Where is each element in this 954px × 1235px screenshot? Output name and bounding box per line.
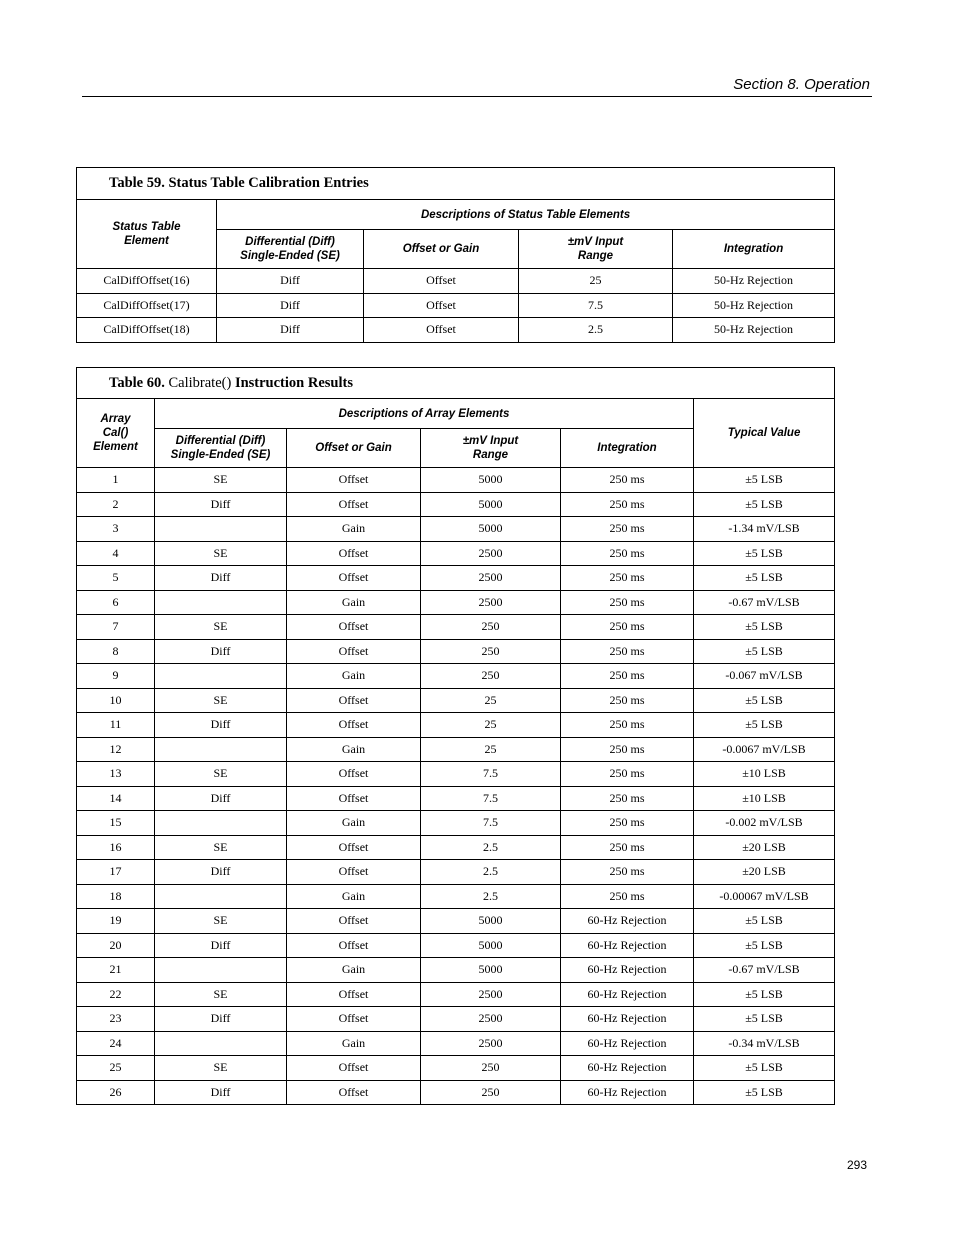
table-cell: 10 [77,688,155,713]
table-cell: 7.5 [421,762,561,787]
table-cell: 25 [421,713,561,738]
table-cell: 8 [77,639,155,664]
table-cell: 7.5 [519,293,673,318]
table-cell: 2.5 [421,860,561,885]
table-cell: 250 ms [561,762,694,787]
table-cell: 2.5 [421,835,561,860]
table-cell: 250 ms [561,590,694,615]
table-row [77,566,835,591]
table-row [77,615,835,640]
table-cell: 25 [519,269,673,294]
table-59 [76,167,835,343]
table-cell: 250 [421,664,561,689]
table-cell: ±5 LSB [694,1056,835,1081]
table-cell [155,664,287,689]
table-cell: SE [155,688,287,713]
table-cell: 21 [77,958,155,983]
table-cell: Diff [155,860,287,885]
table-row [77,293,835,318]
table-cell: 7.5 [421,811,561,836]
table-cell: ±5 LSB [694,615,835,640]
table-cell: 250 ms [561,811,694,836]
table-cell: -0.067 mV/LSB [694,664,835,689]
table-cell: 5000 [421,517,561,542]
table-59-group-header: Descriptions of Status Table Elements [217,200,835,230]
table-cell: 60-Hz Rejection [561,958,694,983]
table-59-header-element-text: Status Table Element [112,221,181,247]
table-cell: ±5 LSB [694,566,835,591]
table-cell: 60-Hz Rejection [561,909,694,934]
table-cell: 4 [77,541,155,566]
table-row [77,762,835,787]
table-cell: Diff [155,933,287,958]
table-59-caption: Table 59. Status Table Calibration Entries [77,168,835,200]
table-cell: Diff [217,318,364,343]
table-cell: Offset [287,688,421,713]
table-row [77,517,835,542]
table-60-caption-suffix: Instruction Results [234,374,353,391]
table-cell: SE [155,1056,287,1081]
table-cell: 60-Hz Rejection [561,1080,694,1105]
table-cell: Gain [287,1031,421,1056]
table-60-header-typical: Typical Value [694,399,835,468]
table-cell: -0.002 mV/LSB [694,811,835,836]
table-cell: 5000 [421,909,561,934]
table-cell: 250 ms [561,713,694,738]
table-cell: Gain [287,590,421,615]
table-60-header-offset-gain: Offset or Gain [287,429,421,468]
table-cell: Offset [287,1080,421,1105]
table-cell: Offset [287,615,421,640]
table-60-header-input-range-text: ±mV Input Range [462,435,519,461]
table-cell: ±10 LSB [694,786,835,811]
table-cell: 60-Hz Rejection [561,1031,694,1056]
table-cell: ±5 LSB [694,713,835,738]
table-cell: 19 [77,909,155,934]
table-cell: Offset [287,492,421,517]
table-cell: -0.67 mV/LSB [694,590,835,615]
table-cell: Offset [287,786,421,811]
table-cell: SE [155,615,287,640]
table-cell: Offset [364,269,519,294]
table-row [77,541,835,566]
table-row [77,713,835,738]
table-60-header-diff-se-text: Differential (Diff) Single-Ended (SE) [170,435,271,461]
table-row [77,492,835,517]
table-cell: 24 [77,1031,155,1056]
table-cell: 250 ms [561,835,694,860]
table-cell: Offset [287,1007,421,1032]
table-cell: ±5 LSB [694,688,835,713]
table-cell: 50-Hz Rejection [673,293,835,318]
table-cell: 250 ms [561,737,694,762]
table-cell: 2500 [421,1007,561,1032]
table-cell: ±5 LSB [694,1007,835,1032]
table-cell: Diff [155,713,287,738]
table-cell: 15 [77,811,155,836]
table-cell: 5000 [421,492,561,517]
table-row [77,884,835,909]
table-cell: Diff [155,639,287,664]
table-cell: Diff [155,492,287,517]
table-cell: 5000 [421,468,561,493]
table-row [77,786,835,811]
table-cell: 25 [421,688,561,713]
table-cell [155,958,287,983]
table-cell [155,811,287,836]
table-60-group-header: Descriptions of Array Elements [155,399,694,429]
table-cell: 50-Hz Rejection [673,269,835,294]
page-number: 293 [847,1158,868,1172]
table-cell: 2500 [421,541,561,566]
table-60-body [77,468,835,1105]
table-cell: ±5 LSB [694,541,835,566]
table-cell: 2.5 [421,884,561,909]
table-cell: SE [155,909,287,934]
table-cell: Diff [155,786,287,811]
table-cell: 13 [77,762,155,787]
table-cell: ±5 LSB [694,982,835,1007]
table-60-header-integration: Integration [561,429,694,468]
table-cell: ±20 LSB [694,860,835,885]
table-row [77,933,835,958]
table-cell: 6 [77,590,155,615]
table-row [77,639,835,664]
table-row [77,1056,835,1081]
table-cell: -1.34 mV/LSB [694,517,835,542]
table-cell: ±5 LSB [694,639,835,664]
table-row [77,737,835,762]
table-cell: 2 [77,492,155,517]
table-cell: SE [155,541,287,566]
table-cell: 17 [77,860,155,885]
table-cell: 5000 [421,933,561,958]
table-cell: ±5 LSB [694,909,835,934]
table-cell: CalDiffOffset(17) [77,293,217,318]
table-row [77,664,835,689]
table-59-header-diff-se-text: Differential (Diff) Single-Ended (SE) [240,236,340,262]
table-cell: CalDiffOffset(16) [77,269,217,294]
table-cell: Gain [287,737,421,762]
table-cell: ±20 LSB [694,835,835,860]
table-cell: 5000 [421,958,561,983]
table-cell: Offset [287,566,421,591]
table-60-header-input-range [421,429,561,468]
table-59-header-input-range [519,230,673,269]
table-cell: 2.5 [519,318,673,343]
table-60-header-element [77,399,155,468]
table-cell: Offset [287,713,421,738]
table-row [77,1080,835,1105]
table-cell: 3 [77,517,155,542]
table-cell: 26 [77,1080,155,1105]
table-cell: Offset [287,639,421,664]
table-cell: -0.67 mV/LSB [694,958,835,983]
table-cell: 250 ms [561,884,694,909]
table-cell: SE [155,982,287,1007]
table-cell [155,737,287,762]
table-cell: 11 [77,713,155,738]
table-59-header-integration: Integration [673,230,835,269]
table-cell: 1 [77,468,155,493]
table-60-header-diff-se [155,429,287,468]
table-row [77,811,835,836]
table-row [77,860,835,885]
table-cell: 60-Hz Rejection [561,1007,694,1032]
table-cell: 250 ms [561,860,694,885]
table-cell: 9 [77,664,155,689]
table-cell: ±5 LSB [694,933,835,958]
table-cell: 250 ms [561,468,694,493]
table-59-header-input-range-text: ±mV Input Range [567,236,624,262]
table-row [77,982,835,1007]
page-header [82,76,872,97]
table-cell: Offset [287,909,421,934]
table-cell: Offset [287,762,421,787]
table-cell: 250 ms [561,492,694,517]
table-row [77,468,835,493]
table-cell: 60-Hz Rejection [561,1056,694,1081]
table-cell [155,1031,287,1056]
table-cell: 12 [77,737,155,762]
table-cell: 25 [421,737,561,762]
table-cell: Offset [287,541,421,566]
table-cell: 250 ms [561,664,694,689]
table-60 [76,367,835,1105]
table-cell: Offset [287,1056,421,1081]
table-cell: 250 [421,615,561,640]
table-cell: 250 ms [561,566,694,591]
table-60-caption-prefix: Table 60. [109,374,165,391]
table-cell: CalDiffOffset(18) [77,318,217,343]
table-cell: ±10 LSB [694,762,835,787]
table-cell: SE [155,468,287,493]
table-row [77,909,835,934]
table-59-body [77,269,835,343]
table-cell: 2500 [421,1031,561,1056]
table-cell: SE [155,835,287,860]
table-cell: 5 [77,566,155,591]
table-cell: Gain [287,811,421,836]
table-60-caption [77,368,835,399]
table-cell: Diff [155,566,287,591]
table-59-header-diff-se [217,230,364,269]
table-cell: Gain [287,664,421,689]
table-cell: Diff [155,1080,287,1105]
table-cell: 20 [77,933,155,958]
table-row [77,688,835,713]
table-cell: -0.0067 mV/LSB [694,737,835,762]
table-cell: 60-Hz Rejection [561,982,694,1007]
table-cell: Gain [287,958,421,983]
table-60-caption-code: Calibrate() [168,374,232,391]
section-title: Section 8. Operation [733,76,870,93]
table-cell: Offset [364,293,519,318]
table-59-header-offset-gain: Offset or Gain [364,230,519,269]
table-cell: Offset [287,933,421,958]
table-cell: 250 [421,1080,561,1105]
table-cell: Diff [217,269,364,294]
table-cell: 250 [421,1056,561,1081]
table-cell: 250 [421,639,561,664]
table-cell: 25 [77,1056,155,1081]
table-cell: 250 ms [561,615,694,640]
table-cell: ±5 LSB [694,492,835,517]
table-cell: Offset [287,468,421,493]
table-cell: Offset [287,835,421,860]
table-cell: ±5 LSB [694,1080,835,1105]
table-60-header-element-text: Array Cal() Element [93,413,138,453]
table-cell: 23 [77,1007,155,1032]
table-cell [155,517,287,542]
table-row [77,958,835,983]
table-cell: ±5 LSB [694,468,835,493]
table-cell: 14 [77,786,155,811]
table-cell: 16 [77,835,155,860]
table-cell: Offset [287,982,421,1007]
table-cell: SE [155,762,287,787]
table-row [77,318,835,343]
table-cell: Offset [287,860,421,885]
table-cell [155,884,287,909]
table-cell: Gain [287,517,421,542]
table-row [77,269,835,294]
table-cell: 7.5 [421,786,561,811]
table-cell: -0.34 mV/LSB [694,1031,835,1056]
table-row [77,1007,835,1032]
table-cell: 250 ms [561,786,694,811]
table-cell: -0.00067 mV/LSB [694,884,835,909]
table-cell: 250 ms [561,517,694,542]
table-cell: 2500 [421,590,561,615]
table-cell: 50-Hz Rejection [673,318,835,343]
table-cell: Offset [364,318,519,343]
table-cell: 250 ms [561,688,694,713]
table-cell: 18 [77,884,155,909]
table-cell: 2500 [421,566,561,591]
table-cell: Diff [155,1007,287,1032]
table-cell: 2500 [421,982,561,1007]
table-cell: 7 [77,615,155,640]
table-cell: 60-Hz Rejection [561,933,694,958]
table-cell: Gain [287,884,421,909]
table-cell: Diff [217,293,364,318]
table-row [77,590,835,615]
table-cell: 250 ms [561,639,694,664]
table-cell: 250 ms [561,541,694,566]
table-row [77,1031,835,1056]
table-row [77,835,835,860]
table-cell: 22 [77,982,155,1007]
table-cell [155,590,287,615]
table-59-header-element [77,200,217,269]
